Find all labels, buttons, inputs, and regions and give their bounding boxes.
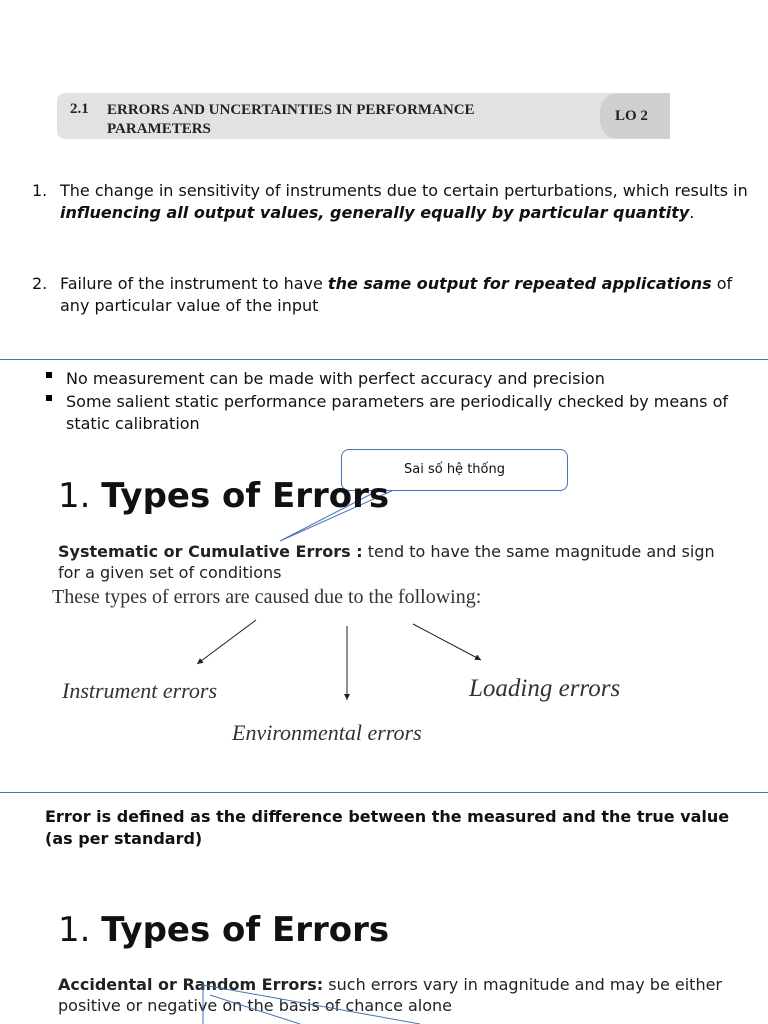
heading-text: Types of Errors <box>101 476 390 516</box>
definition-1-number: 1. <box>32 181 48 200</box>
cause-loading-errors: Loading errors <box>469 675 621 702</box>
random-errors-description: such errors vary in magnitude and may be either positive or negative on the basis of chance alone <box>58 975 722 1015</box>
error-definition: Error is defined as the difference between the measured and the true value (as per standard) <box>45 807 730 848</box>
definition-2-suffix: of any particular value of the input <box>60 274 733 315</box>
random-errors-term: Accidental or Random Errors: <box>58 975 324 994</box>
heading-number: 1. <box>58 910 91 950</box>
section-number: 2.1 <box>70 101 89 117</box>
definition-1-suffix: . <box>689 203 695 222</box>
heading-number: 1. <box>58 476 91 516</box>
cause-environmental-errors: Environmental errors <box>232 720 422 745</box>
systematic-errors-description: tend to have the same magnitude and sign for a given set of conditions <box>58 542 715 582</box>
definition-2-number: 2. <box>32 274 48 293</box>
definition-2-plain: Failure of the instrument to have <box>60 274 328 293</box>
callout-note: Sai số hệ thống <box>341 449 568 491</box>
definition-2-emphasis: the same output for repeated applications <box>327 274 712 293</box>
cause-instrument-errors: Instrument errors <box>62 678 218 703</box>
definition-1-emphasis: influencing all output values, generally equally by particular quantity <box>60 203 690 222</box>
learning-objective-label: LO 2 <box>615 108 648 124</box>
bullet-item: Some salient static performance parameters are periodically checked by means of static calibration <box>66 392 729 433</box>
definition-1-plain: The change in sensitivity of instruments due to certain perturbations, which results in <box>60 181 748 200</box>
section-title: ERRORS AND UNCERTAINTIES IN PERFORMANCE PARAMETERS <box>107 102 475 137</box>
bullet-item: No measurement can be made with perfect accuracy and precision <box>66 369 605 388</box>
causes-intro: These types of errors are caused due to the following: <box>52 586 482 608</box>
heading-text: Types of Errors <box>101 910 390 950</box>
systematic-errors-term: Systematic or Cumulative Errors : <box>58 542 363 561</box>
